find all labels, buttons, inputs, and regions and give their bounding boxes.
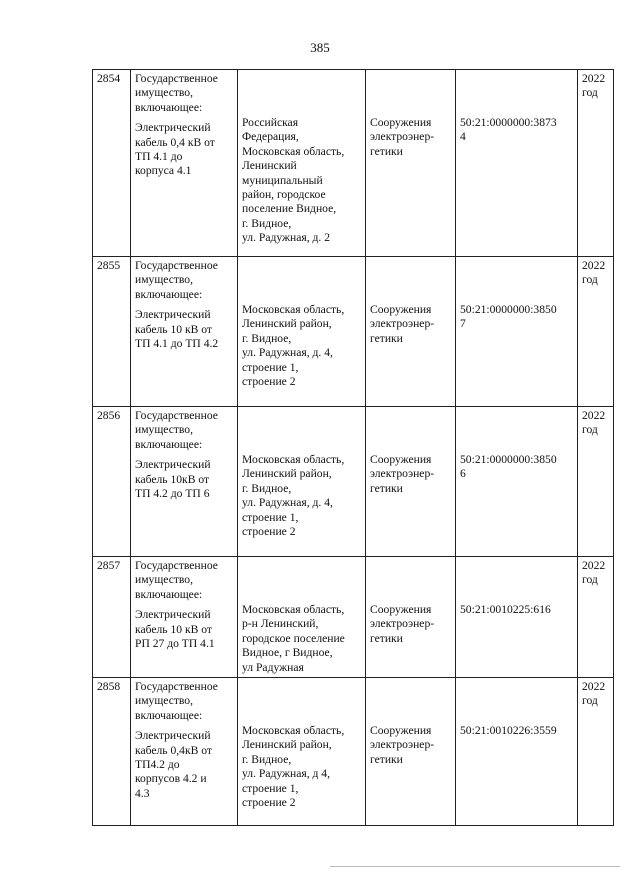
object-name-detail: Электрический кабель 0,4кВ от ТП4.2 до корпусов 4.2 и 4.3: [135, 729, 212, 800]
object-name-detail: Электрический кабель 0,4 кВ от ТП 4.1 до корпуса 4.1: [135, 121, 215, 178]
object-name-cell: [131, 70, 238, 257]
type-text: Сооружения электроэнер- гетики: [370, 453, 435, 495]
cadastral-cell: [456, 70, 578, 257]
property-registry-table: [92, 69, 614, 826]
cadastral-cell: [456, 407, 578, 557]
object-name-heading: Государственное имущество, включающее:: [135, 680, 218, 722]
address-text: Московская область, Ленинский район, г. Видное, ул. Радужная, д. 4, строение 1, строение 2: [242, 303, 345, 389]
object-name-cell: [131, 557, 238, 678]
object-name-heading: Государственное имущество, включающее:: [135, 559, 218, 601]
row-number: 2858: [93, 678, 131, 826]
object-name-heading: Государственное имущество, включающее:: [135, 72, 218, 114]
year-text: 2022 год: [582, 559, 606, 587]
row-number: 2854: [93, 70, 131, 257]
address-cell: [238, 257, 366, 407]
address-text: Московская область, р-н Ленинский, городское поселение Видное, г Видное, ул Радужная: [242, 603, 345, 674]
object-name-heading: Государственное имущество, включающее:: [135, 409, 218, 451]
object-name-cell: [131, 678, 238, 826]
address-text: Московская область, Ленинский район, г. Видное, ул. Радужная, д 4, строение 1, строение 2: [242, 724, 345, 810]
year-cell: [578, 257, 614, 407]
year-cell: [578, 678, 614, 826]
year-text: 2022 год: [582, 680, 606, 708]
object-name-cell: [131, 257, 238, 407]
cadastral-number: 50:21:0000000:3850 7: [460, 303, 557, 331]
type-cell: [366, 557, 456, 678]
object-name-detail: Электрический кабель 10 кВ от ТП 4.1 до ТП 4.2: [135, 308, 219, 351]
type-text: Сооружения электроэнер- гетики: [370, 303, 435, 345]
year-cell: [578, 70, 614, 257]
year-text: 2022 год: [582, 259, 606, 287]
address-cell: [238, 70, 366, 257]
year-cell: [578, 407, 614, 557]
address-cell: [238, 407, 366, 557]
row-number: 2857: [93, 557, 131, 678]
row-number: 2856: [93, 407, 131, 557]
type-text: Сооружения электроэнер- гетики: [370, 603, 435, 645]
cadastral-cell: [456, 678, 578, 826]
cadastral-cell: [456, 557, 578, 678]
cadastral-number: 50:21:0010225:616: [460, 603, 551, 616]
address-text: Московская область, Ленинский район, г. Видное, ул. Радужная, д. 4, строение 1, строение 2: [242, 453, 345, 539]
table-row: [93, 557, 614, 678]
cadastral-number: 50:21:0010226:3559: [460, 724, 557, 737]
cadastral-number: 50:21:0000000:3873 4: [460, 116, 557, 144]
object-name-detail: Электрический кабель 10кВ от ТП 4.2 до ТП 6: [135, 458, 211, 501]
table-row: [93, 257, 614, 407]
year-cell: [578, 557, 614, 678]
type-cell: [366, 257, 456, 407]
year-text: 2022 год: [582, 409, 606, 437]
address-cell: [238, 557, 366, 678]
address-text: Российская Федерация, Московская область, Ленинский муниципальный район, городское поселение Видное, г. Видное, ул. Радужная, д. 2: [242, 116, 345, 245]
page-number: 385: [310, 40, 330, 55]
table-row: [93, 407, 614, 557]
table-row: [93, 678, 614, 826]
type-cell: [366, 678, 456, 826]
type-cell: [366, 407, 456, 557]
cadastral-number: 50:21:0000000:3850 6: [460, 453, 557, 481]
year-text: 2022 год: [582, 72, 606, 100]
type-text: Сооружения электроэнер- гетики: [370, 116, 435, 158]
object-name-detail: Электрический кабель 10 кВ от РП 27 до ТП 4.1: [135, 608, 215, 651]
address-cell: [238, 678, 366, 826]
type-cell: [366, 70, 456, 257]
row-number: 2855: [93, 257, 131, 407]
scan-edge-line: [330, 866, 620, 867]
cadastral-cell: [456, 257, 578, 407]
object-name-heading: Государственное имущество, включающее:: [135, 259, 218, 301]
object-name-cell: [131, 407, 238, 557]
table-row: [93, 70, 614, 257]
type-text: Сооружения электроэнер- гетики: [370, 724, 435, 766]
